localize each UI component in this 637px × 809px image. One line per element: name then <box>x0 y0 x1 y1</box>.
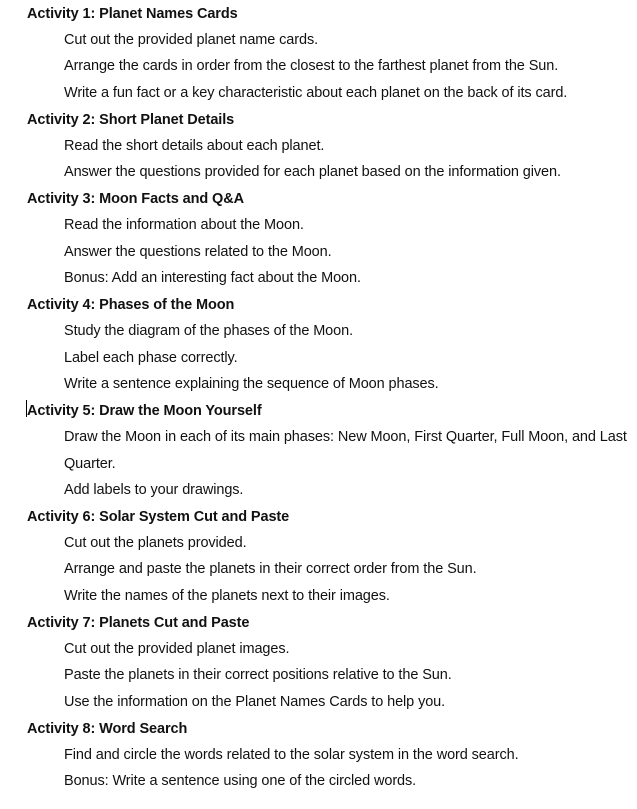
activity-step: Cut out the provided planet images. <box>64 641 290 658</box>
activity-heading: Activity 4: Phases of the Moon <box>27 297 235 314</box>
activity-step: Read the short details about each planet. <box>64 137 325 154</box>
activity-section <box>27 107 627 186</box>
activity-step: Paste the planets in their correct positions relative to the Sun. <box>64 667 452 684</box>
activity-step: Arrange and paste the planets in their correct order from the Sun. <box>64 561 477 578</box>
activity-section <box>27 716 627 795</box>
activity-step: Bonus: Write a sentence using one of the circled words. <box>64 773 417 790</box>
activity-step: Cut out the planets provided. <box>64 535 247 552</box>
activity-heading: Activity 8: Word Search <box>27 720 188 737</box>
activity-section <box>27 610 627 715</box>
activity-step: Draw the Moon in each of its main phases: New Moon, First Quarter, Full Moon, and Last Quarter. <box>64 429 627 472</box>
activity-section <box>27 504 627 609</box>
activity-step: Write the names of the planets next to their images. <box>64 587 390 604</box>
activity-heading: Activity 7: Planets Cut and Paste <box>27 615 250 632</box>
activity-heading: Activity 2: Short Planet Details <box>27 111 235 128</box>
activity-heading: Activity 6: Solar System Cut and Paste <box>27 509 290 526</box>
activity-heading: Activity 5: Draw the Moon Yourself <box>27 403 262 420</box>
document-body[interactable] <box>27 0 627 795</box>
activity-step: Write a fun fact or a key characteristic about each planet on the back of its card. <box>64 84 568 101</box>
activity-section <box>27 186 627 291</box>
activity-heading: Activity 1: Planet Names Cards <box>27 6 238 22</box>
activity-step: Answer the questions provided for each planet based on the information given. <box>64 164 561 181</box>
activity-step: Label each phase correctly. <box>64 349 238 366</box>
activity-step: Arrange the cards in order from the closest to the farthest planet from the Sun. <box>64 58 559 75</box>
activity-step: Answer the questions related to the Moon. <box>64 243 332 260</box>
activity-section <box>27 292 627 397</box>
activity-step: Cut out the provided planet name cards. <box>64 32 319 48</box>
activity-heading: Activity 3: Moon Facts and Q&A <box>27 191 244 208</box>
activity-step: Use the information on the Planet Names Cards to help you. <box>64 693 446 710</box>
activity-step: Find and circle the words related to the solar system in the word search. <box>64 746 519 763</box>
activity-step: Bonus: Add an interesting fact about the Moon. <box>64 270 361 287</box>
activity-step: Read the information about the Moon. <box>64 217 304 234</box>
activity-step: Write a sentence explaining the sequence of Moon phases. <box>64 375 439 392</box>
activity-step: Add labels to your drawings. <box>64 481 244 498</box>
activity-section <box>27 1 627 106</box>
activity-section <box>27 398 627 503</box>
text-cursor <box>26 400 27 417</box>
activity-step: Study the diagram of the phases of the Moon. <box>64 323 354 340</box>
